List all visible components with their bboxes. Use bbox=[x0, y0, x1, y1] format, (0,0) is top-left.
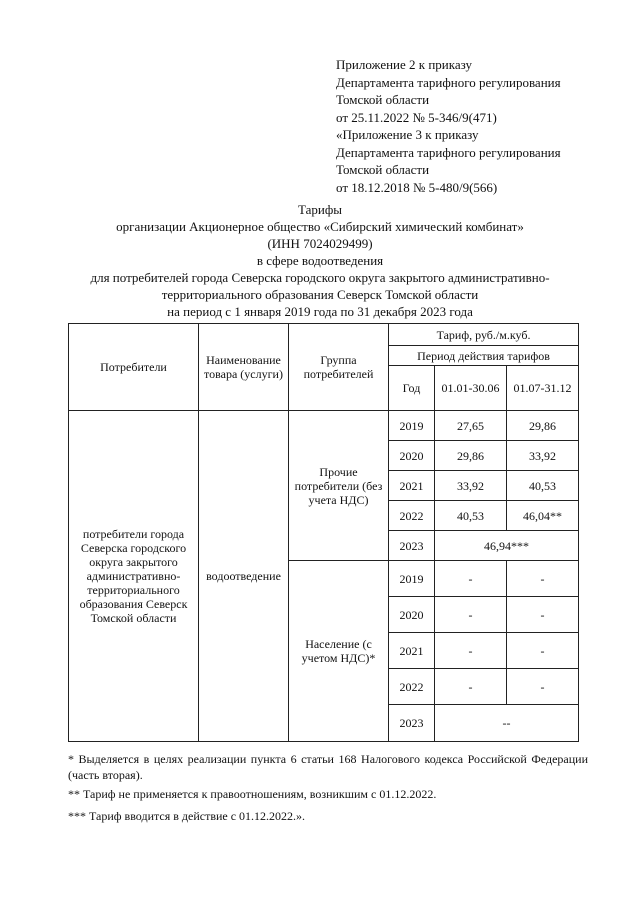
tariff-cell: 29,86 bbox=[507, 411, 579, 441]
consumer-cell: потребители города Северска городского округа закрытого административно-территориального образования Северск Томской области bbox=[69, 411, 199, 742]
tariff-cell: - bbox=[435, 669, 507, 705]
title-line: территориального образования Северск Томской области bbox=[161, 287, 479, 302]
header-second-half: 01.07-31.12 bbox=[507, 366, 579, 411]
tariff-cell: 46,04** bbox=[507, 501, 579, 531]
footnote-vat: * Выделяется в целях реализации пункта 6 статьи 168 Налогового кодекса Российской Федерации (часть вторая). bbox=[68, 752, 588, 782]
year-cell: 2021 bbox=[389, 471, 435, 501]
year-cell: 2022 bbox=[389, 669, 435, 705]
header-line: от 25.11.2022 № 5-346/9(471) bbox=[336, 109, 497, 125]
tariff-cell: 33,92 bbox=[507, 441, 579, 471]
header-line: Томской области bbox=[336, 92, 430, 107]
year-cell: 2023 bbox=[389, 705, 435, 742]
header-line: Департамента тарифного регулирования bbox=[336, 74, 561, 90]
header-year: Год bbox=[389, 366, 435, 411]
tariff-cell: - bbox=[507, 633, 579, 669]
header-group: Группа потребителей bbox=[289, 324, 389, 411]
year-cell: 2019 bbox=[389, 411, 435, 441]
header-line: Томской области bbox=[336, 162, 430, 177]
order-attachment-header bbox=[336, 56, 626, 196]
service-cell: водоотведение bbox=[199, 411, 289, 742]
tariff-cell: 33,92 bbox=[435, 471, 507, 501]
tariff-cell: - bbox=[507, 597, 579, 633]
footnote-not-applied: ** Тариф не применяется к правоотношениям, возникшим с 01.12.2022. bbox=[68, 787, 437, 801]
tariff-merged-cell: -- bbox=[435, 705, 579, 742]
tariff-merged-cell: 46,94*** bbox=[435, 531, 579, 561]
tariff-cell: - bbox=[435, 561, 507, 597]
title-line: для потребителей города Северска городского округа закрытого административно- bbox=[90, 270, 550, 285]
header-line: Приложение 2 к приказу bbox=[336, 57, 473, 72]
tariff-cell: - bbox=[507, 669, 579, 705]
tariff-table bbox=[68, 323, 579, 742]
document-title bbox=[40, 201, 600, 320]
title-line: Тарифы bbox=[297, 202, 342, 217]
header-service-name: Наименование товара (услуги) bbox=[199, 324, 289, 411]
year-cell: 2020 bbox=[389, 441, 435, 471]
header-line: «Приложение 3 к приказу bbox=[336, 127, 479, 142]
header-consumers: Потребители bbox=[69, 324, 199, 411]
tariff-cell: - bbox=[435, 597, 507, 633]
table-row bbox=[69, 411, 579, 441]
year-cell: 2021 bbox=[389, 633, 435, 669]
group-other-cell: Прочие потребители (без учета НДС) bbox=[289, 411, 389, 561]
header-first-half: 01.01-30.06 bbox=[435, 366, 507, 411]
footnote-effective-date: *** Тариф вводится в действие с 01.12.2022.». bbox=[68, 809, 306, 823]
title-line: организации Акционерное общество «Сибирский химический комбинат» bbox=[116, 219, 524, 234]
tariff-cell: 27,65 bbox=[435, 411, 507, 441]
tariff-cell: 40,53 bbox=[435, 501, 507, 531]
header-row bbox=[69, 324, 579, 346]
header-line: Департамента тарифного регулирования bbox=[336, 144, 561, 160]
tariff-cell: - bbox=[507, 561, 579, 597]
header-line: от 18.12.2018 № 5-480/9(566) bbox=[336, 179, 498, 195]
year-cell: 2023 bbox=[389, 531, 435, 561]
header-tariff: Тариф, руб./м.куб. bbox=[389, 324, 579, 346]
tariff-cell: 29,86 bbox=[435, 441, 507, 471]
year-cell: 2019 bbox=[389, 561, 435, 597]
title-line: на период с 1 января 2019 года по 31 декабря 2023 года bbox=[167, 304, 473, 319]
title-line: (ИНН 7024029499) bbox=[267, 236, 373, 251]
year-cell: 2022 bbox=[389, 501, 435, 531]
header-period: Период действия тарифов bbox=[389, 346, 579, 366]
title-line: в сфере водоотведения bbox=[256, 253, 384, 268]
group-population-cell: Население (с учетом НДС)* bbox=[289, 561, 389, 742]
tariff-cell: - bbox=[435, 633, 507, 669]
year-cell: 2020 bbox=[389, 597, 435, 633]
tariff-cell: 40,53 bbox=[507, 471, 579, 501]
